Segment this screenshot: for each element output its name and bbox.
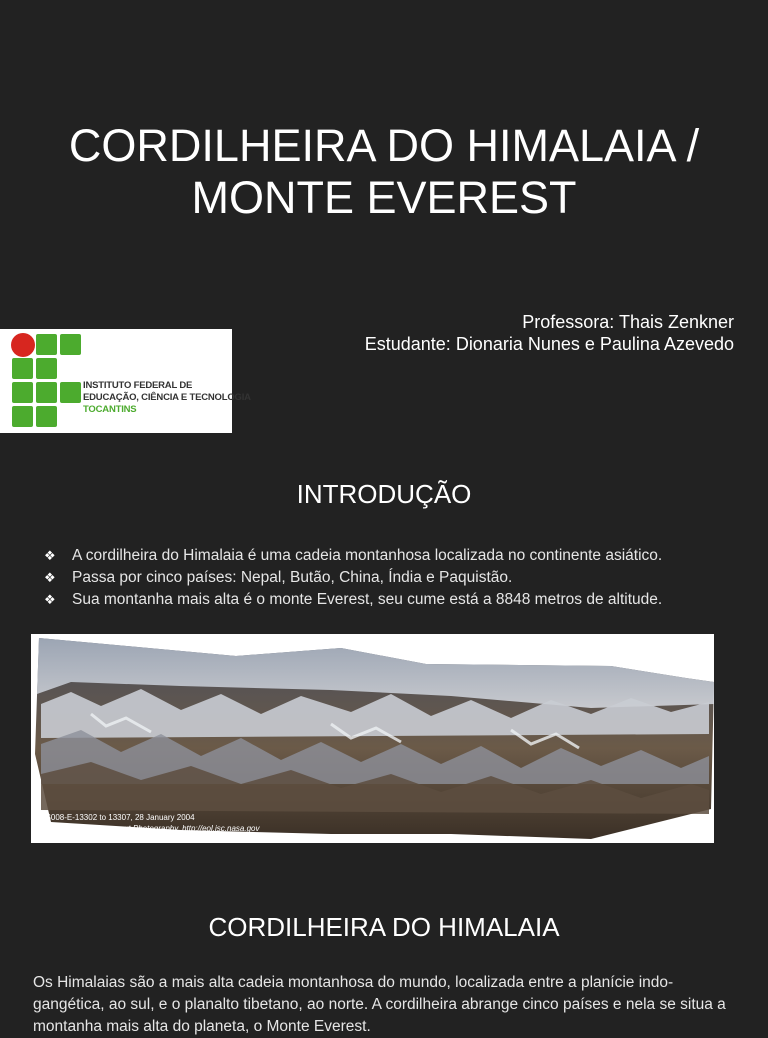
slide-title <box>0 120 768 224</box>
logo-square <box>12 382 33 403</box>
logo-text-line-1: INSTITUTO FEDERAL DE <box>83 380 193 391</box>
intro-bullet-list <box>44 545 662 611</box>
logo-square <box>60 382 81 403</box>
bullet-text: A cordilheira do Himalaia é uma cadeia montanhosa localizada no continente asiático. <box>72 547 663 564</box>
intro-heading: INTRODUÇÃO <box>296 479 472 509</box>
logo-square <box>12 406 33 427</box>
photo-caption-line-2: The Gateway to Astronaut Photography, http://eol.jsc.nasa.gov <box>38 824 260 833</box>
mountain-panorama-image <box>31 634 714 843</box>
logo-text-line-3: TOCANTINS <box>83 404 137 415</box>
professor-credit: Professora: Thais Zenkner <box>522 312 734 332</box>
bullet-text: Passa por cinco países: Nepal, Butão, China, Índia e Paquistão. <box>72 569 513 586</box>
logo-square <box>36 358 57 379</box>
list-item <box>44 545 662 567</box>
diamond-bullet-icon: ❖ <box>44 592 56 607</box>
himalaya-panorama-photo <box>31 634 714 843</box>
logo-square <box>36 382 57 403</box>
list-item <box>44 567 662 589</box>
himalaia-heading: CORDILHEIRA DO HIMALAIA <box>208 912 560 942</box>
students-credit: Estudante: Dionaria Nunes e Paulina Azevedo <box>364 334 734 354</box>
logo-red-dot <box>11 333 35 357</box>
institute-logo <box>0 329 251 433</box>
list-item <box>44 589 662 611</box>
photo-caption-line-1: ISS008-E-13302 to 13307, 28 January 2004 <box>38 813 195 822</box>
title-line-2: MONTE EVEREST <box>191 172 577 223</box>
logo-square <box>36 334 57 355</box>
credits <box>365 311 734 355</box>
logo-square <box>36 406 57 427</box>
logo-square <box>60 334 81 355</box>
logo-text-line-2: EDUCAÇÃO, CIÊNCIA E TECNOLOGIA <box>83 392 251 403</box>
title-line-1: CORDILHEIRA DO HIMALAIA / <box>68 120 700 171</box>
logo-square <box>12 358 33 379</box>
diamond-bullet-icon: ❖ <box>44 548 56 563</box>
bullet-text: Sua montanha mais alta é o monte Everest, seu cume está a 8848 metros de altitude. <box>72 591 663 608</box>
diamond-bullet-icon: ❖ <box>44 570 56 585</box>
himalaia-paragraph: Os Himalaias são a mais alta cadeia montanhosa do mundo, localizada entre a planície indo-gangética, ao sul, e o planalto tibetano, ao norte. A cordilheira abrange cinco países e nela se situa a montanha mais alta do planeta, o Monte Everest. <box>33 974 726 1035</box>
